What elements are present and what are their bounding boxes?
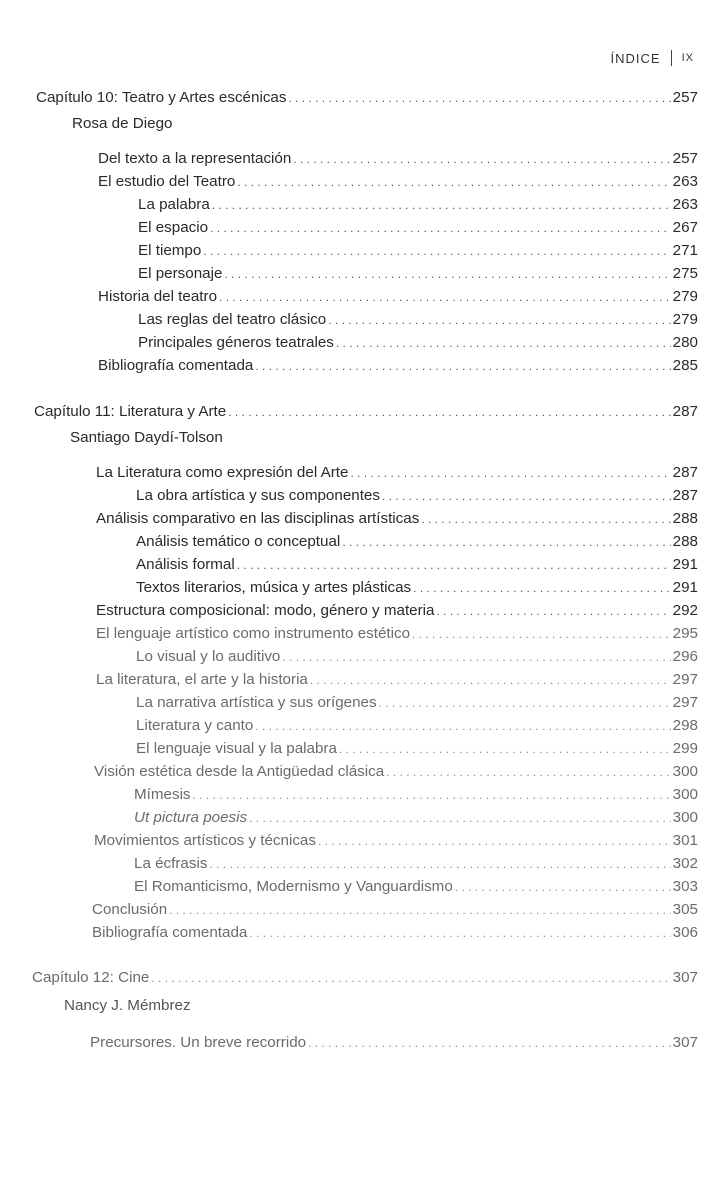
toc-entry[interactable]: El lenguaje artístico como instrumento estético . . . 295 [96, 624, 698, 644]
header-page-number: IX [681, 52, 694, 64]
chapter-12-author: Nancy J. Mémbrez [64, 997, 191, 1014]
toc-entry[interactable]: La palabra . . . 263 [138, 195, 698, 215]
toc-entry[interactable]: La narrativa artística y sus orígenes . . . 297 [136, 693, 698, 713]
toc-entry[interactable]: Lo visual y lo auditivo . . . 296 [136, 647, 698, 667]
toc-entry[interactable]: La Literatura como expresión del Arte . . . 287 [96, 463, 698, 483]
toc-entry[interactable]: Análisis comparativo en las disciplinas artísticas . . . 288 [96, 509, 698, 529]
chapter-12-title[interactable]: Capítulo 12: Cine . . . 307 [32, 968, 698, 988]
toc-entry[interactable]: La écfrasis . . . 302 [134, 854, 698, 874]
toc-entry[interactable]: El tiempo . . . 271 [138, 241, 698, 261]
toc-entry[interactable]: Bibliografía comentada . . . 285 [98, 356, 698, 376]
leader-dots [228, 402, 670, 422]
toc-entry[interactable]: Textos literarios, música y artes plásticas . . . 291 [136, 578, 698, 598]
toc-entry[interactable]: Ut pictura poesis . . . 300 [134, 808, 698, 828]
toc-entry[interactable]: Análisis formal . . . 291 [136, 555, 698, 575]
toc-entry[interactable]: Literatura y canto . . . 298 [136, 716, 698, 736]
leader-dots [151, 968, 670, 988]
toc-entry[interactable]: Bibliografía comentada . . . 306 [92, 923, 698, 943]
toc-entry[interactable]: El lenguaje visual y la palabra . . . 299 [136, 739, 698, 759]
toc-entry[interactable]: Movimientos artísticos y técnicas . . . 301 [94, 831, 698, 851]
toc-entry[interactable]: Principales géneros teatrales . . . 280 [138, 333, 698, 353]
leader-dots [288, 88, 670, 108]
chapter-11-author: Santiago Daydí-Tolson [70, 429, 223, 446]
toc-entry[interactable]: Historia del teatro . . . 279 [98, 287, 698, 307]
toc-entry[interactable]: Conclusión . . . 305 [92, 900, 698, 920]
toc-entry[interactable]: Mímesis . . . 300 [134, 785, 698, 805]
toc-entry[interactable]: El estudio del Teatro . . . 263 [98, 172, 698, 192]
toc-entry[interactable]: La obra artística y sus componentes . . . 287 [136, 486, 698, 506]
running-header [611, 50, 694, 66]
toc-entry[interactable]: El Romanticismo, Modernismo y Vanguardismo . . . 303 [134, 877, 698, 897]
header-label: ÍNDICE [610, 50, 661, 66]
toc-entry[interactable]: Análisis temático o conceptual . . . 288 [136, 532, 698, 552]
header-separator [671, 50, 672, 66]
chapter-10-author: Rosa de Diego [72, 115, 173, 132]
toc-entry[interactable]: Las reglas del teatro clásico . . . 279 [138, 310, 698, 330]
toc-entry[interactable]: El espacio . . . 267 [138, 218, 698, 238]
toc-entry[interactable]: La literatura, el arte y la historia . . . 297 [96, 670, 698, 690]
toc-entry[interactable]: Estructura composicional: modo, género y materia . . . 292 [96, 601, 698, 621]
chapter-11-title[interactable]: Capítulo 11: Literatura y Arte . . . 287 [34, 402, 698, 422]
toc-entry[interactable]: Del texto a la representación . . . 257 [98, 149, 698, 169]
chapter-10-title[interactable]: Capítulo 10: Teatro y Artes escénicas . . . 257 [36, 88, 698, 108]
toc-entry[interactable]: El personaje . . . 275 [138, 264, 698, 284]
toc-entry[interactable]: Precursores. Un breve recorrido . . . 307 [90, 1033, 698, 1053]
toc-entry[interactable]: Visión estética desde la Antigüedad clásica . . . 300 [94, 762, 698, 782]
